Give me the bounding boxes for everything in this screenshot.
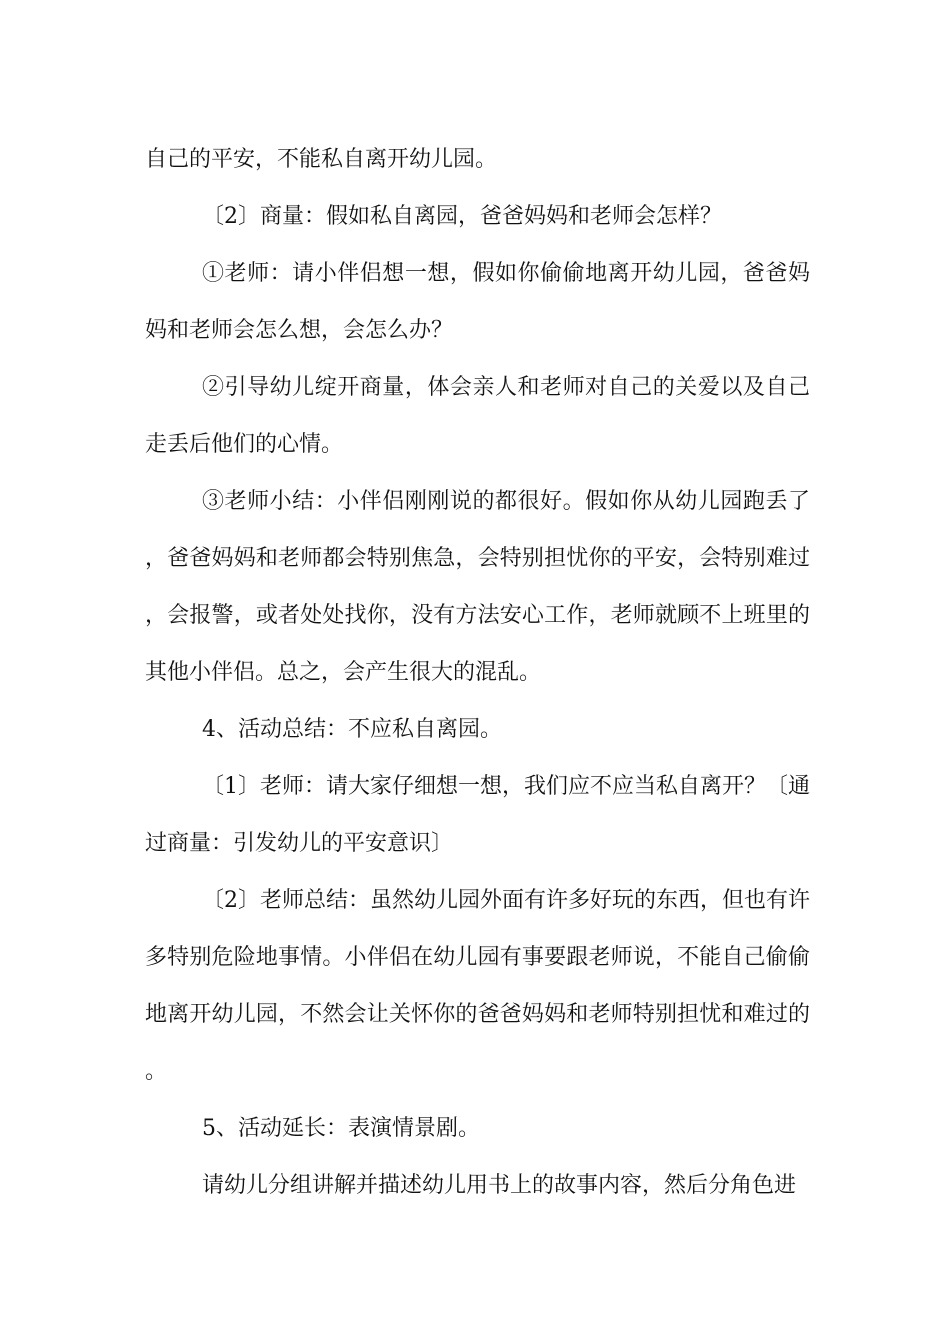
- paragraph: 〔1〕老师：请大家仔细想一想，我们应不应当私自离开？〔通过商量：引发幼儿的平安意识〕: [145, 774, 810, 856]
- paragraph: ③老师小结：小伴侣刚刚说的都很好。假如你从幼儿园跑丢了，爸爸妈妈和老师都会特别焦急，会特别担忧你的平安，会特别难过，会报警，或者处处找你，没有方法安心工作，老师就顾不上班里的其他小伴侣。总之，会产生很大的混乱。: [145, 489, 810, 685]
- paragraph: 自己的平安，不能私自离开幼儿园。: [145, 147, 498, 172]
- paragraph: 〔2〕老师总结：虽然幼儿园外面有许多好玩的东西，但也有许多特别危险地事情。小伴侣在幼儿园有事要跟老师说，不能自己偷偷地离开幼儿园，不然会让关怀你的爸爸妈妈和老师特别担忧和难过的。: [145, 888, 810, 1084]
- paragraph: ①老师：请小伴侣想一想，假如你偷偷地离开幼儿园，爸爸妈妈和老师会怎么想，会怎么办？: [145, 261, 810, 343]
- document-body: [145, 131, 810, 1214]
- paragraph: 请幼儿分组讲解并描述幼儿用书上的故事内容，然后分角色进: [202, 1173, 797, 1198]
- paragraph: 5、活动延长：表演情景剧。: [202, 1116, 480, 1141]
- paragraph: ②引导幼儿绽开商量，体会亲人和老师对自己的关爱以及自己走丢后他们的心情。: [145, 375, 810, 457]
- paragraph: 〔2〕商量：假如私自离园，爸爸妈妈和老师会怎样？: [202, 204, 722, 229]
- paragraph: 4、活动总结：不应私自离园。: [202, 717, 502, 742]
